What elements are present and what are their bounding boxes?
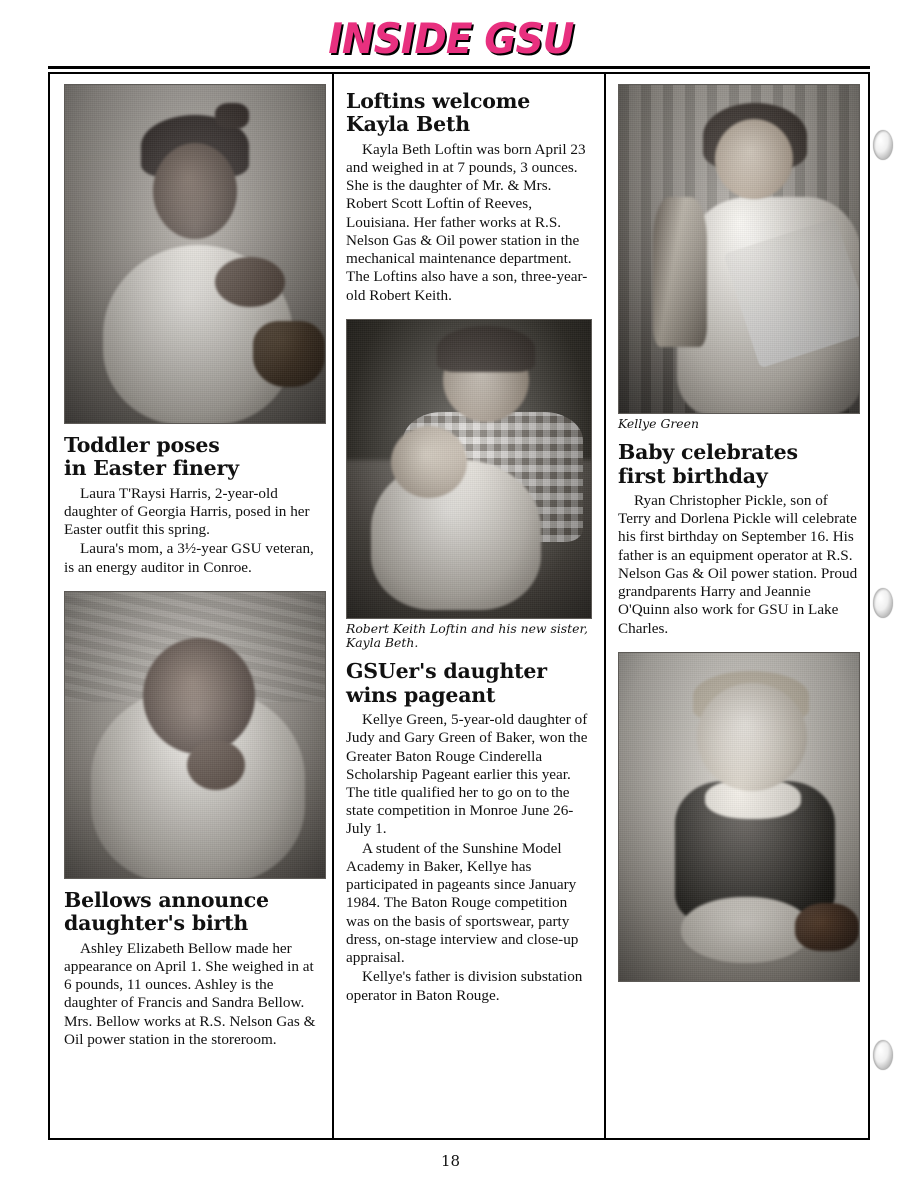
- hair-bow-icon: [215, 103, 249, 129]
- headline-line-2: first birthday: [618, 463, 768, 488]
- article-paragraph: Kayla Beth Loftin was born April 23 and weighed in at 7 pounds, 3 ounces. She is the daughter of Mr. & Mrs. Robert Scott Loftin of Reeves, Louisiana. Her father works at R.S. Nelson Gas & Oil power station in the mechanical maintenance department. The Loftins also have a son, three-year-old Robert Keith.: [346, 140, 588, 304]
- article-paragraph: Ryan Christopher Pickle, son of Terry and Dorlena Pickle will celebrate his first birthday on September 16. His father is an equipment operator at R.S. Nelson Gas & Oil power station. Proud grandparents Harry and Jeannie O'Quinn also work for GSU in Lake Charles.: [618, 491, 858, 637]
- easter-basket-icon: [253, 321, 325, 387]
- trophy-icon: [653, 197, 707, 347]
- loftin-siblings-photo: [346, 319, 592, 619]
- article-headline-loftins: [346, 90, 592, 137]
- article-paragraph: Laura T'Raysi Harris, 2-year-old daughter of Georgia Harris, posed in her Easter outfit this spring.: [64, 484, 310, 539]
- photo-caption: Kellye Green: [618, 416, 699, 431]
- article-paragraph: Laura's mom, a 3½-year GSU veteran, is an energy auditor in Conroe.: [64, 540, 314, 576]
- bellow-baby-photo: [64, 591, 326, 879]
- article-paragraph: Kellye Green, 5-year-old daughter of Judy and Gary Green of Baker, won the Greater Baton Rouge Cinderella Scholarship Pageant earlier this year. The title qualified her to go on to the state competition in Monroe June 26-July 1.: [346, 711, 588, 838]
- photo-subject-shoe: [795, 903, 859, 951]
- photo-subject-face: [715, 119, 793, 199]
- article-paragraph: Kellye's father is division substation operator in Baton Rouge.: [346, 968, 583, 1004]
- photo-caption: Robert Keith Loftin and his new sister, Kayla Beth.: [346, 620, 588, 651]
- headline-line-2: Kayla Beth: [346, 112, 470, 137]
- right-column: [608, 76, 868, 982]
- photo-subject-face: [697, 683, 807, 791]
- article-headline-bellows: [64, 889, 318, 936]
- column-separator-left: [332, 72, 334, 1140]
- headline-line-1: Toddler poses: [64, 433, 220, 457]
- masthead-rule: [48, 66, 870, 69]
- article-headline-pageant: [346, 660, 592, 707]
- photo-subject-face: [153, 143, 237, 239]
- headline-line-1: Loftins welcome: [346, 89, 531, 113]
- photo-subject-arm: [215, 257, 285, 307]
- headline-line-1: Baby celebrates: [618, 440, 798, 465]
- photo-subject-face: [143, 638, 255, 754]
- headline-line-2: wins pageant: [346, 682, 496, 707]
- binder-hole: [873, 130, 893, 160]
- publication-title: INSIDE GSU: [327, 14, 574, 63]
- middle-column: [336, 76, 602, 1005]
- left-column: [52, 76, 330, 1049]
- headline-line-1: GSUer's daughter: [346, 659, 547, 684]
- binder-hole: [873, 588, 893, 618]
- headline-line-2: in Easter finery: [64, 456, 239, 481]
- article-headline-toddler: [64, 434, 318, 481]
- photo-subject-hand: [187, 740, 245, 790]
- ryan-pickle-baby-photo: [618, 652, 860, 982]
- photo-subject-baby-face: [391, 426, 467, 498]
- toddler-easter-photo: [64, 84, 326, 424]
- article-headline-birthday: [618, 441, 858, 488]
- photo-subject-legs: [681, 897, 811, 963]
- column-separator-right: [604, 72, 606, 1140]
- headline-line-1: Bellows announce: [64, 887, 269, 912]
- photo-subject-boy-hair: [437, 326, 535, 372]
- article-paragraph: Ashley Elizabeth Bellow made her appearance on April 1. She weighed in at 6 pounds, 11 ounces. Ashley is the daughter of Francis and Sandra Bellow. Mrs. Bellow works at R.S. Nelson Gas & Oil power station in the storeroom.: [64, 939, 316, 1048]
- binder-hole: [873, 1040, 893, 1070]
- kellye-green-pageant-photo: [618, 84, 860, 414]
- article-paragraph: A student of the Sunshine Model Academy in Baker, Kellye has participated in pageants since January 1984. The Baton Rouge competition was on the basis of sportswear, party dress, on-stage interview and close-up appraisal.: [346, 839, 579, 967]
- masthead: [0, 14, 901, 63]
- headline-line-2: daughter's birth: [64, 911, 249, 936]
- page-number: 18: [440, 1152, 461, 1170]
